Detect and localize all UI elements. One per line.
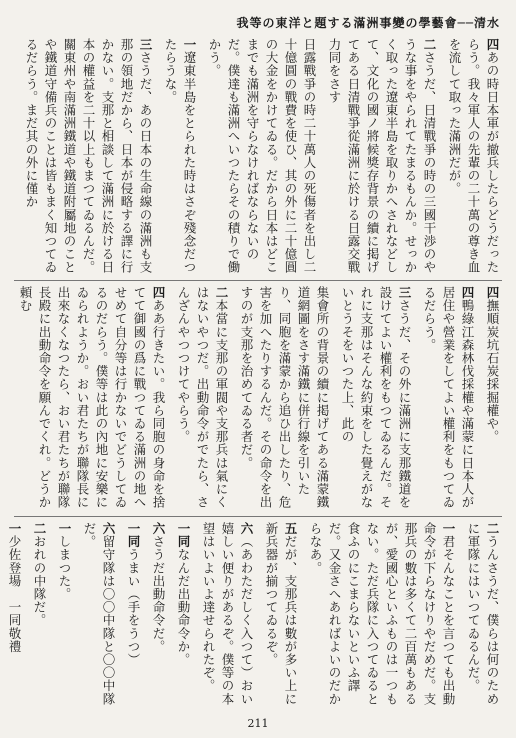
dialogue-line bbox=[16, 286, 168, 514]
dialogue-line bbox=[420, 286, 477, 514]
speaker-label: 四 bbox=[485, 38, 500, 52]
speaker-label: 六 bbox=[239, 522, 254, 536]
dialogue-text: 少佐登場 一同敬禮 bbox=[7, 535, 22, 654]
band-divider bbox=[14, 280, 502, 281]
dialogue-line bbox=[338, 286, 414, 514]
dialogue-line bbox=[22, 38, 155, 278]
dialogue-line bbox=[445, 38, 502, 278]
dialogue-text: さうだ、あの日本の生命線の滿洲も支那の領地だから、日本が侵略する譯に行かない。支那と相談して滿洲に於ける日本の權益を二十以上もまつてゐるんだ。關東州や南滿洲鐵道や鐵道附屬地のことや鐵道守備兵のことは皆もまく知つてゐるだらう。まだ其の外に僅か bbox=[24, 38, 153, 274]
dialogue-line bbox=[306, 522, 458, 712]
page-number: 211 bbox=[247, 717, 269, 730]
dialogue-text: 集會所の背景の續に掲げてある滿蒙鐵道網圖をさす滿鐵に併行線を引いたり、同胞を滿蒙から追ひ出したり、危害を加へたりするんだ。その命令を出すのが支那を治めてゐる者だ。 bbox=[239, 286, 330, 509]
speaker-label: 二 bbox=[32, 522, 47, 536]
speaker-label: 四 bbox=[485, 286, 500, 300]
dialogue-text: さうだ出動命令だ。 bbox=[151, 535, 166, 654]
speaker-label: 一 bbox=[441, 522, 456, 536]
dialogue-text: うまい（手をうつ） bbox=[126, 548, 141, 667]
dialogue-text: しまつた。 bbox=[57, 535, 72, 601]
dialogue-text: さうだ、日清戰爭の時の三國干渉のやうな事をやられてたまるもんか。せっかく取った遼東半島を取りかへされなどして、文化の國ノ將候獎存背景の續に掲げてある日清戰爭從滿洲に於ける日露交戰力同をさす bbox=[327, 38, 437, 274]
dialogue-line bbox=[5, 522, 24, 712]
dialogue-line bbox=[464, 522, 502, 712]
dialogue-text: 本當に支那の軍閥や支那兵は氣にくはないやつだ。出動命令がでたら、さんざんやつつけてやらう。 bbox=[176, 286, 229, 509]
dialogue-text: なんだ出動命令か。 bbox=[176, 548, 191, 667]
dialogue-text: 君そんなことを言つても出動命令が下らなけりやだめだ。支那兵の數は多くて二百萬もあるが、愛國心といふものは一つもない。ただ兵隊に入つてゐると食ふのにこまらないといふ譯だ。又金さへあればよいのだからなあ。 bbox=[308, 522, 456, 706]
dialogue-line bbox=[262, 522, 300, 712]
band-mid-content bbox=[14, 286, 502, 514]
dialogue-text: 日露戰爭の時二十萬人の死傷者を出し二十億圓の戰費を使ひ、其の外に二十億圓の大金をかけてゐる。だから日本はどこまでも滿洲を守らなければならないのだ。僕達も滿洲へいつたらその積りで働かう。 bbox=[207, 38, 317, 274]
dialogue-text: 撫順炭坑石炭採掘權や。 bbox=[485, 299, 500, 444]
speaker-label: 五 bbox=[283, 522, 298, 536]
speaker-label: 六 bbox=[151, 522, 166, 536]
dialogue-text: さうだ、その外に滿洲に支那鐵道を設けてよい權利をもつてゐるんだ。それに支那はそんな約束をした覺えがないとうそをいつた上、此の bbox=[340, 286, 412, 509]
band-top-content bbox=[14, 38, 502, 278]
dialogue-line bbox=[237, 286, 332, 514]
band-divider bbox=[14, 516, 502, 517]
dialogue-text: おれの中隊だ。 bbox=[32, 535, 47, 627]
text-band-middle bbox=[14, 286, 502, 514]
dialogue-line bbox=[149, 522, 168, 712]
dialogue-line bbox=[174, 522, 193, 712]
speaker-label: 四 bbox=[151, 286, 166, 300]
dialogue-text: うんさうだ、僕らは何のために軍隊にはいつてゐるんだ。 bbox=[466, 522, 500, 706]
speaker-label: 二 bbox=[214, 286, 229, 300]
speaker-label: 三 bbox=[397, 286, 412, 300]
dialogue-line bbox=[55, 522, 74, 712]
dialogue-line bbox=[124, 522, 143, 712]
dialogue-line bbox=[483, 286, 502, 514]
speaker-label: 一同 bbox=[126, 522, 141, 549]
dialogue-line bbox=[80, 522, 118, 712]
dialogue-text: ああ行きたい。我ら同胞の身命を捨てて御國の爲に戰つてゐる滿洲の地へせめて自分等は行かないでどうしてゐるのだらう。僕等は此の內地に安樂にゐられようか。おい君たちが聯隊長に出來なくなつたら、おい君たちが聯隊長殿に出動命令を願んでくれ。どうか頼む bbox=[18, 286, 166, 509]
speaker-label: 六 bbox=[101, 522, 116, 536]
speaker-label: 一 bbox=[7, 522, 22, 536]
dialogue-text: だが、支那兵は數が多い上に新兵器が揃つてゐるぞ。 bbox=[264, 522, 298, 706]
speaker-label: 二 bbox=[422, 38, 437, 52]
dialogue-line bbox=[161, 38, 199, 278]
dialogue-line bbox=[199, 522, 256, 712]
dialogue-line bbox=[205, 38, 319, 278]
dialogue-text: （あわただしく入つて）おい嬉しい便りがあるぞ。僕等の本望はいよいよ達せられたぞ。 bbox=[201, 522, 254, 706]
page-header: 我等の東洋と題する滿洲事變の學藝會──清水 bbox=[236, 16, 500, 30]
speaker-label: 一 bbox=[182, 38, 197, 52]
dialogue-line bbox=[174, 286, 231, 514]
speaker-label: 一同 bbox=[176, 522, 191, 549]
speaker-label: 三 bbox=[138, 38, 153, 52]
dialogue-text: 鴨綠江森林伐採權や滿蒙に日本人が居住や營業をしてよい權利をもつてゐるだらう。 bbox=[422, 286, 475, 509]
dialogue-text: 遼東半島をとられた時はさぞ殘念だつたらうな。 bbox=[163, 38, 197, 274]
text-band-bottom bbox=[7, 522, 502, 712]
dialogue-text: 留守隊は〇〇中隊と〇〇中隊だ。 bbox=[82, 522, 116, 706]
dialogue-line bbox=[30, 522, 49, 712]
speaker-label: 一 bbox=[57, 522, 72, 536]
dialogue-line bbox=[325, 38, 439, 278]
text-band-top bbox=[14, 38, 502, 278]
band-bot-content bbox=[7, 522, 502, 712]
speaker-label: 四 bbox=[460, 286, 475, 300]
dialogue-text: あの時日本軍が撤兵したらどうだったらう。我々軍人の先輩の二十萬の尊き血を流して取った滿洲だが。 bbox=[447, 38, 500, 274]
speaker-label: 二 bbox=[485, 522, 500, 536]
